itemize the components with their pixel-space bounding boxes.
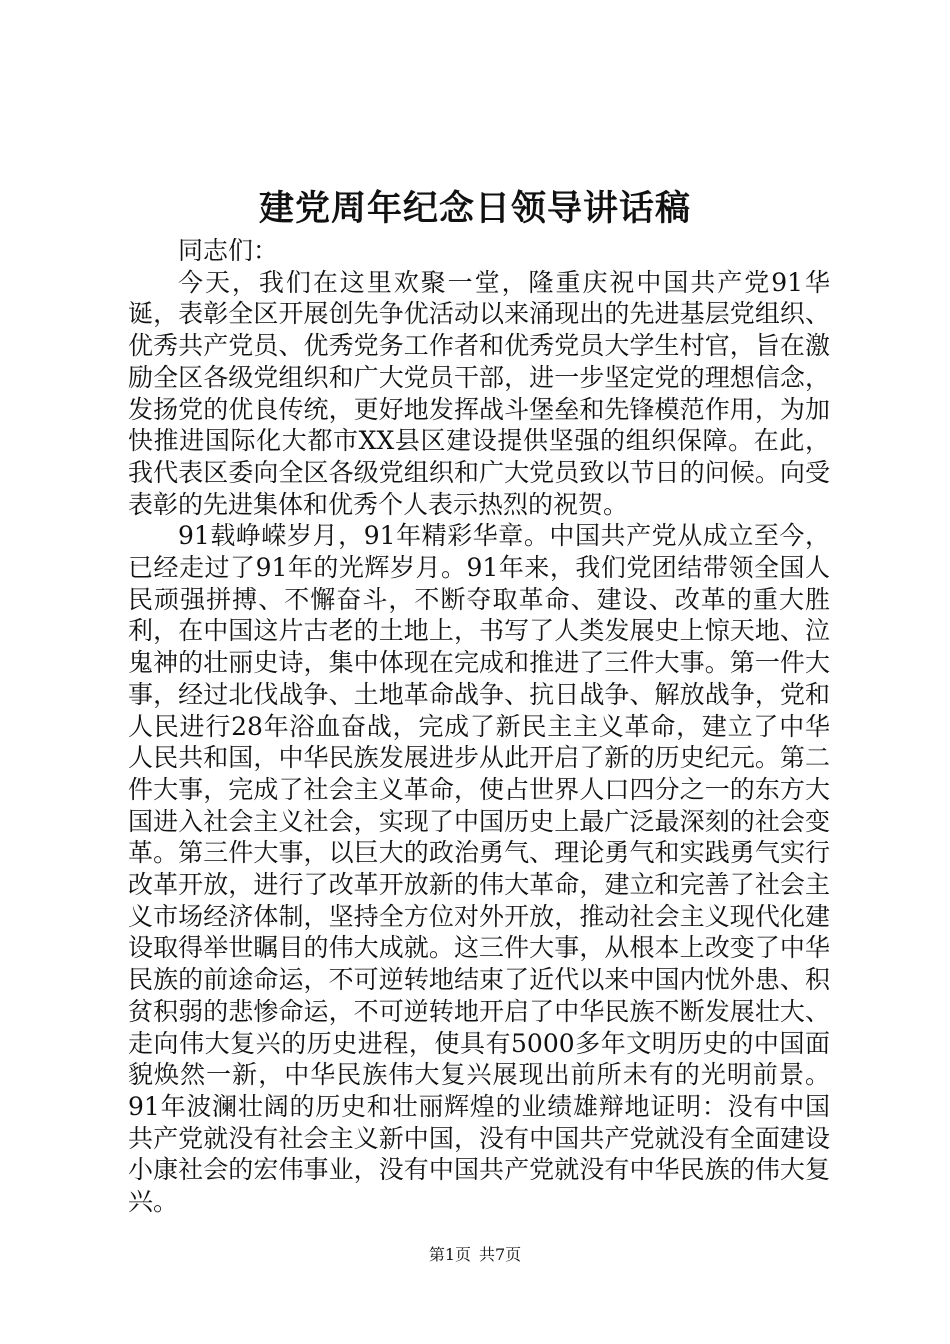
document-title: 建党周年纪念日领导讲话稿 [258, 188, 691, 229]
page-number: 第1页 [428, 1245, 471, 1264]
page-footer [0, 1244, 950, 1266]
page-total: 共7页 [479, 1245, 522, 1264]
document-body [128, 235, 830, 1218]
paragraph-2: 91载峥嵘岁月，91年精彩华章。中国共产党从成立至今，已经走过了91年的光辉岁月。91年来，我们党团结带领全国人民顽强拼搏、不懈奋斗，不断夺取革命、建设、改革的重大胜利，在中国这片古老的土地上，书写了人类发展史上惊天地、泣鬼神的壮丽史诗，集中体现在完成和推进了三件大事。第一件大事，经过北伐战争、土地革命战争、抗日战争、解放战争，党和人民进行28年浴血奋战，完成了新民主主义革命，建立了中华人民共和国，中华民族发展进步从此开启了新的历史纪元。第二件大事，完成了社会主义革命，使占世界人口四分之一的东方大国进入社会主义社会，实现了中国历史上最广泛最深刻的社会变革。第三件大事，以巨大的政治勇气、理论勇气和实践勇气实行改革开放，进行了改革开放新的伟大革命，建立和完善了社会主义市场经济体制，坚持全方位对外开放，推动社会主义现代化建设取得举世瞩目的伟大成就。这三件大事，从根本上改变了中华民族的前途命运，不可逆转地结束了近代以来中国内忧外患、积贫积弱的悲惨命运，不可逆转地开启了中华民族不断发展壮大、走向伟大复兴的历史进程，使具有5000多年文明历史的中国面貌焕然一新，中华民族伟大复兴展现出前所未有的光明前景。91年波澜壮阔的历史和壮丽辉煌的业绩雄辩地证明：没有中国共产党就没有社会主义新中国，没有中国共产党就没有全面建设小康社会的宏伟事业，没有中国共产党就没有中华民族的伟大复兴。 [128, 521, 830, 1217]
salutation: 同志们： [178, 236, 279, 265]
paragraph-1: 今天，我们在这里欢聚一堂，隆重庆祝中国共产党91华诞，表彰全区开展创先争优活动以来涌现出的先进基层党组织、优秀共产党员、优秀党务工作者和优秀党员大学生村官，旨在激励全区各级党组织和广大党员干部，进一步坚定党的理想信念，发扬党的优良传统，更好地发挥战斗堡垒和先锋模范作用，为加快推进国际化大都市XX县区建设提供坚强的组织保障。在此，我代表区委向全区各级党组织和广大党员致以节日的问候。向受表彰的先进集体和优秀个人表示热烈的祝贺。 [128, 267, 830, 519]
